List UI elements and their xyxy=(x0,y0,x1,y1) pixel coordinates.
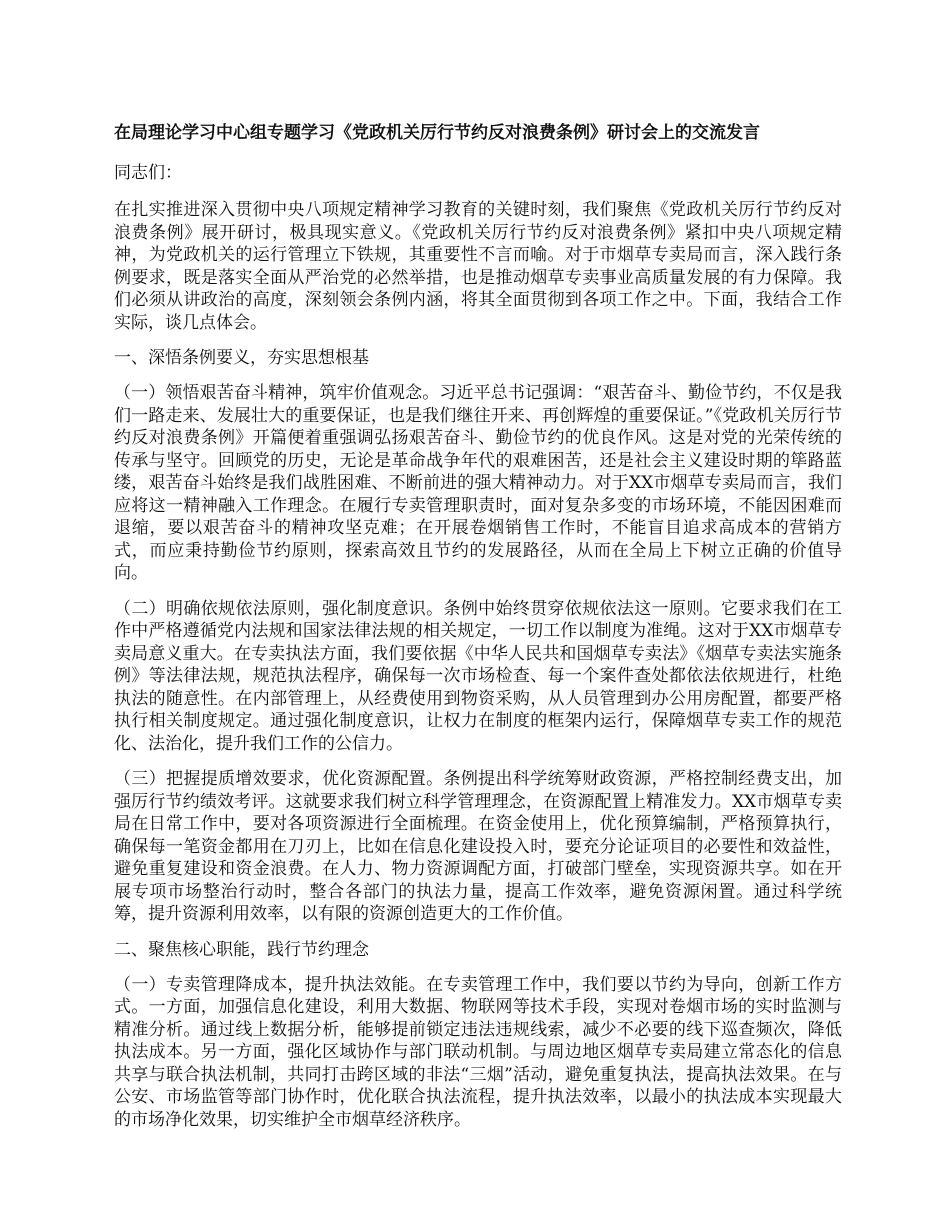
section-1-paragraph-2: （二）明确依规依法原则，强化制度意识。条例中始终贯穿依规依法这一原则。它要求我们在工作中严格遵循党内法规和国家法律法规的相关规定，一切工作以制度为准绳。这对于XX市烟草专卖局意义重大。在专卖执法方面，我们要依据《中华人民共和国烟草专卖法》《烟草专卖法实施条例》等法律法规，规范执法程序，确保每一次市场检查、每一个案件查处都依法依规进行，杜绝执法的随意性。在内部管理上，从经费使用到物资采购，从人员管理到办公用房配置，都要严格执行相关制度规定。通过强化制度意识，让权力在制度的框架内运行，保障烟草专卖工作的规范化、法治化，提升我们工作的公信力。 xyxy=(114,598,842,754)
document-page xyxy=(114,121,842,1144)
document-title: 在局理论学习中心组专题学习《党政机关厉行节约反对浪费条例》研讨会上的交流发言 xyxy=(114,123,760,143)
salutation: 同志们： xyxy=(114,163,182,183)
section-1-heading: 一、深悟条例要义，夯实思想根基 xyxy=(114,348,369,368)
section-1-paragraph-3: （三）把握提质增效要求，优化资源配置。条例提出科学统筹财政资源，严格控制经费支出，加强厉行节约绩效考评。这就要求我们树立科学管理理念，在资源配置上精准发力。XX市烟草专卖局在日常工作中，要对各项资源进行全面梳理。在资金使用上，优化预算编制，严格预算执行，确保每一笔资金都用在刀刃上，比如在信息化建设投入时，要充分论证项目的必要性和效益性，避免重复建设和资金浪费。在人力、物力资源调配方面，打破部门壁垒，实现资源共享。如在开展专项市场整治行动时，整合各部门的执法力量，提高工作效率，避免资源闲置。通过科学统筹，提升资源利用效率，以有限的资源创造更大的工作价值。 xyxy=(114,769,842,924)
section-2-paragraph-1: （一）专卖管理降成本，提升执法效能。在专卖管理工作中，我们要以节约为导向，创新工作方式。一方面，加强信息化建设，利用大数据、物联网等技术手段，实现对卷烟市场的实时监测与精准分析。通过线上数据分析，能够提前锁定违法违规线索，减少不必要的线下巡查频次，降低执法成本。另一方面，强化区域协作与部门联动机制。与周边地区烟草专卖局建立常态化的信息共享与联合执法机制，共同打击跨区域的非法“三烟”活动，避免重复执法，提高执法效果。在与公安、市场监管等部门协作时，优化联合执法流程，提升执法效率，以最小的执法成本实现最大的市场净化效果，切实维护全市烟草经济秩序。 xyxy=(114,974,842,1130)
section-2-heading: 二、聚焦核心职能，践行节约理念 xyxy=(114,939,369,960)
intro-paragraph: 在扎实推进深入贯彻中央八项规定精神学习教育的关键时刻，我们聚焦《党政机关厉行节约反对浪费条例》展开研讨，极具现实意义。《党政机关厉行节约反对浪费条例》紧扣中央八项规定精神，为党政机关的运行管理立下铁规，其重要性不言而喻。对于市烟草专卖局而言，深入践行条例要求，既是落实全面从严治党的必然举措，也是推动烟草专卖事业高质量发展的有力保障。我们必须从讲政治的高度，深刻领会条例内涵，将其全面贯彻到各项工作之中。下面，我结合工作实际，谈几点体会。 xyxy=(114,200,842,333)
section-1-paragraph-1: （一）领悟艰苦奋斗精神，筑牢价值观念。习近平总书记强调：“艰苦奋斗、勤俭节约，不仅是我们一路走来、发展壮大的重要保证，也是我们继往开来、再创辉煌的重要保证。”《党政机关厉行节约反对浪费条例》开篇便着重强调弘扬艰苦奋斗、勤俭节约的优良作风。这是对党的光荣传统的传承与坚守。回顾党的历史，无论是革命战争年代的艰难困苦，还是社会主义建设时期的筚路蓝缕，艰苦奋斗始终是我们战胜困难、不断前进的强大精神动力。对于XX市烟草专卖局而言，我们应将这一精神融入工作理念。在履行专卖管理职责时，面对复杂多变的市场环境，不能因困难而退缩，要以艰苦奋斗的精神攻坚克难；在开展卷烟销售工作时，不能盲目追求高成本的营销方式，而应秉持勤俭节约原则，探索高效且节约的发展路径，从而在全局上下树立正确的价值导向。 xyxy=(114,383,842,583)
